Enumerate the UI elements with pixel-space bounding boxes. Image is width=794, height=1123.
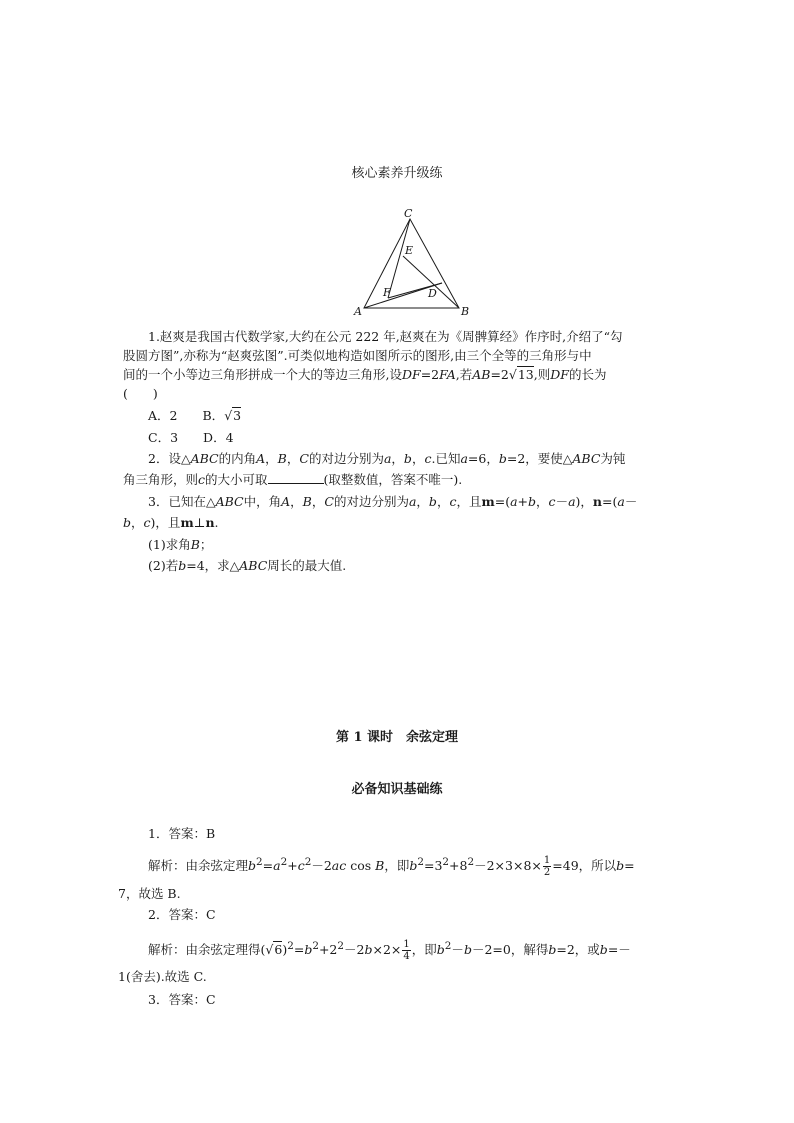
- label-b: B: [461, 305, 470, 318]
- fraction-one-half: $\frac{1}{2}$: [543, 855, 551, 879]
- q1-option-d: D．4: [203, 430, 234, 445]
- answer-3: 3．答案：C: [148, 992, 216, 1007]
- q1-option-c: C．3: [148, 430, 179, 445]
- q1-option-b: B．√3: [202, 408, 242, 423]
- explanation-1-line-2: 7，故选 B.: [118, 886, 181, 901]
- segment-be: [403, 256, 459, 308]
- q3-line-1: 3．已知在△ABC中，角A，B，C的对边分别为a，b，c，且m=(a+b，c－a)，n=(a－: [148, 494, 638, 509]
- section-title-lesson: 第 1 课时 余弦定理: [335, 730, 459, 745]
- explanation-2-line-2: 1(舍去).故选 C.: [118, 969, 207, 984]
- segment-cf: [388, 219, 410, 298]
- section-subtitle: 必备知识基础练: [351, 782, 443, 797]
- fraction-one-quarter: $\frac{1}{4}$: [403, 939, 410, 963]
- q1-options-cd: [148, 429, 234, 447]
- q1-option-a: A．2: [148, 408, 178, 423]
- q2-line-1: 2．设△ABC的内角A，B，C的对边分别为a，b，c.已知a=6，b=2，要使△ABC为钝: [148, 451, 626, 466]
- q3-part-1: (1)求角B；: [148, 537, 213, 552]
- q1-line-1: 1.赵爽是我国古代数学家,大约在公元 222 年,赵爽在为《周髀算经》作序时,介绍了“勾: [148, 329, 623, 344]
- label-e: E: [405, 244, 414, 257]
- label-f: F: [383, 286, 391, 299]
- label-c: C: [404, 207, 413, 220]
- section-title-core: 核心素养升级练: [351, 166, 443, 181]
- q1-line-3: 间的一个小等边三角形拼成一个大的等边三角形,设DF=2FA,若AB=2√13,则DF的长为: [123, 367, 607, 382]
- label-d: D: [428, 287, 437, 300]
- q1-line-4: ( ): [123, 386, 158, 401]
- label-a: A: [354, 305, 362, 318]
- q3-line-2: b，c)，且m⊥n.: [123, 515, 219, 530]
- q2-answer-blank[interactable]: [268, 472, 324, 484]
- answer-2: 2．答案：C: [148, 907, 216, 922]
- q2-line-2: 角三角形，则c的大小可取 (取整数值，答案不唯一).: [123, 472, 463, 487]
- answer-1: 1．答案：B: [148, 826, 216, 841]
- q1-options-ab: [148, 407, 241, 425]
- q1-line-2: 股圆方图”,亦称为“赵爽弦图”.可类似地构造如图所示的图形,由三个全等的三角形与中: [123, 348, 592, 363]
- explanation-2-line-1: 解析：由余弦定理得$(√6)^2=b^2+2^2-2b\times 2\times$ $\frac{1}{4}$ ，即$b^2-b-2=0$，解得b=2，或b=－: [148, 939, 631, 963]
- q3-part-2: (2)若b=4，求△ABC周长的最大值.: [148, 558, 347, 573]
- explanation-1-line-1: 解析：由余弦定理$b^2=a^2+c^2-2ac$ cos B，即$b^2=3^2+8^2-2\times 3\times 8\times$ $\frac{1}{2}$ =49，所以b=: [148, 855, 635, 879]
